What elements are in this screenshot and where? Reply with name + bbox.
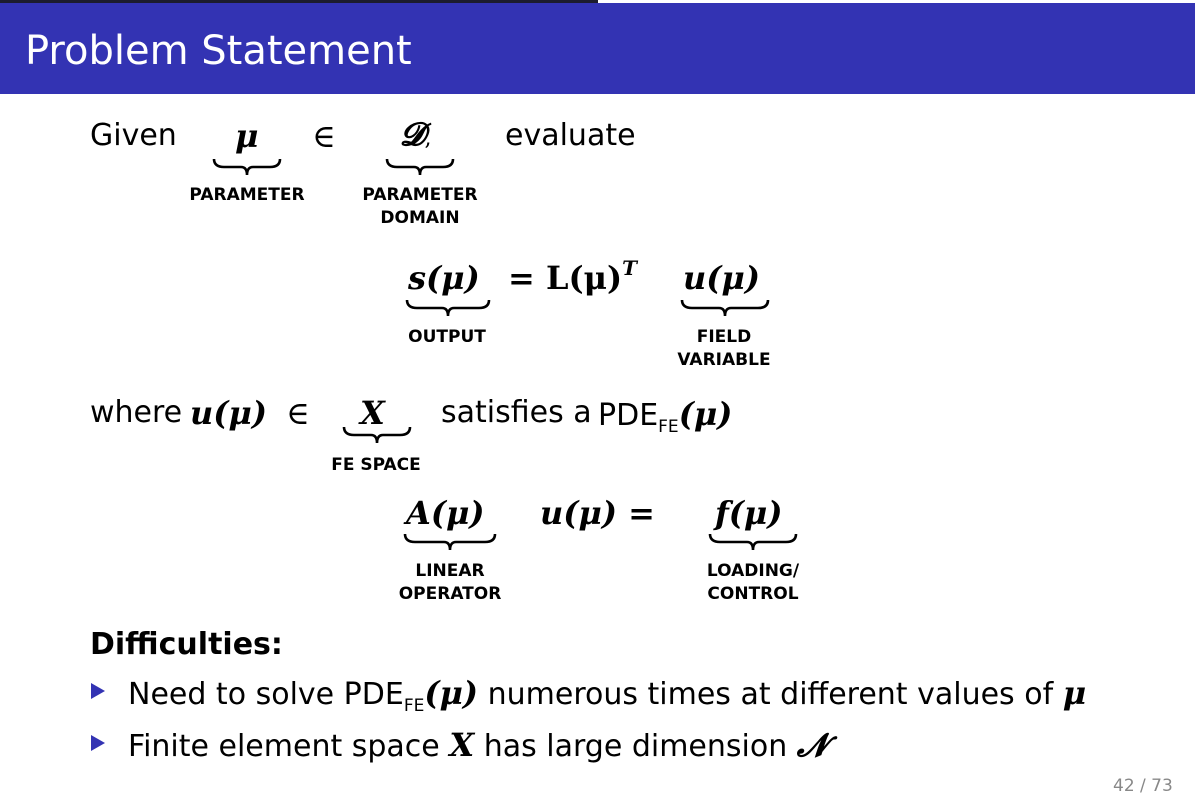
satisfies-text: satisfies a <box>441 395 592 430</box>
brace-fe-space <box>342 425 412 445</box>
frame-number: 42 / 73 <box>1113 776 1173 796</box>
fe-space-X: X <box>360 394 385 432</box>
evaluate-text: evaluate <box>505 118 636 153</box>
output-s-mu: s(μ) <box>408 259 480 297</box>
brace-linear-operator <box>403 532 497 552</box>
brace-parameter <box>212 157 282 177</box>
element-of-symbol: ∈ <box>312 117 336 155</box>
label-field-variable: FIELD VARIABLE <box>677 327 771 370</box>
label-output: OUTPUT <box>408 327 486 347</box>
label-fe-space: FE SPACE <box>331 455 421 475</box>
bullet-item-2: Finite element space X has large dimension 𝓝 <box>128 726 828 764</box>
linear-operator-A-mu: A(μ) <box>406 494 485 532</box>
pde-fe-mu: $PDE_{FE}(\mu)$ <box>598 395 733 437</box>
given-text: Given <box>90 118 177 153</box>
difficulties-heading: Difficulties: <box>90 627 283 662</box>
label-loading-control: LOADING/ CONTROL <box>706 561 800 604</box>
bullet-arrow-icon <box>91 683 105 699</box>
brace-parameter-domain <box>385 157 455 177</box>
domain-symbol: 𝓓, <box>400 115 432 153</box>
where-text: where <box>90 395 183 430</box>
u-mu-equals: u(μ) = <box>540 494 655 532</box>
brace-field-variable <box>680 298 770 318</box>
L-mu-transpose: = $L(\mu)^T$ <box>508 256 638 297</box>
field-u-mu: u(μ) <box>683 259 760 297</box>
u-mu: u(μ) <box>190 394 267 432</box>
slide-title: Problem Statement <box>25 28 412 74</box>
label-parameter-domain: PARAMETER DOMAIN <box>362 185 478 228</box>
bullet-arrow-icon <box>91 735 105 751</box>
label-parameter: PARAMETER <box>189 185 305 205</box>
brace-output <box>405 298 491 318</box>
label-linear-operator: LINEAR OPERATOR <box>398 561 502 604</box>
loading-f-mu: f(μ) <box>715 494 783 532</box>
bullet-item-1: Need to solve $PDE_{FE}(\mu)$ numerous times at different values of μ <box>128 674 1087 716</box>
brace-loading-control <box>708 532 798 552</box>
element-of-symbol: ∈ <box>286 394 310 432</box>
mu-symbol: μ <box>235 117 259 155</box>
